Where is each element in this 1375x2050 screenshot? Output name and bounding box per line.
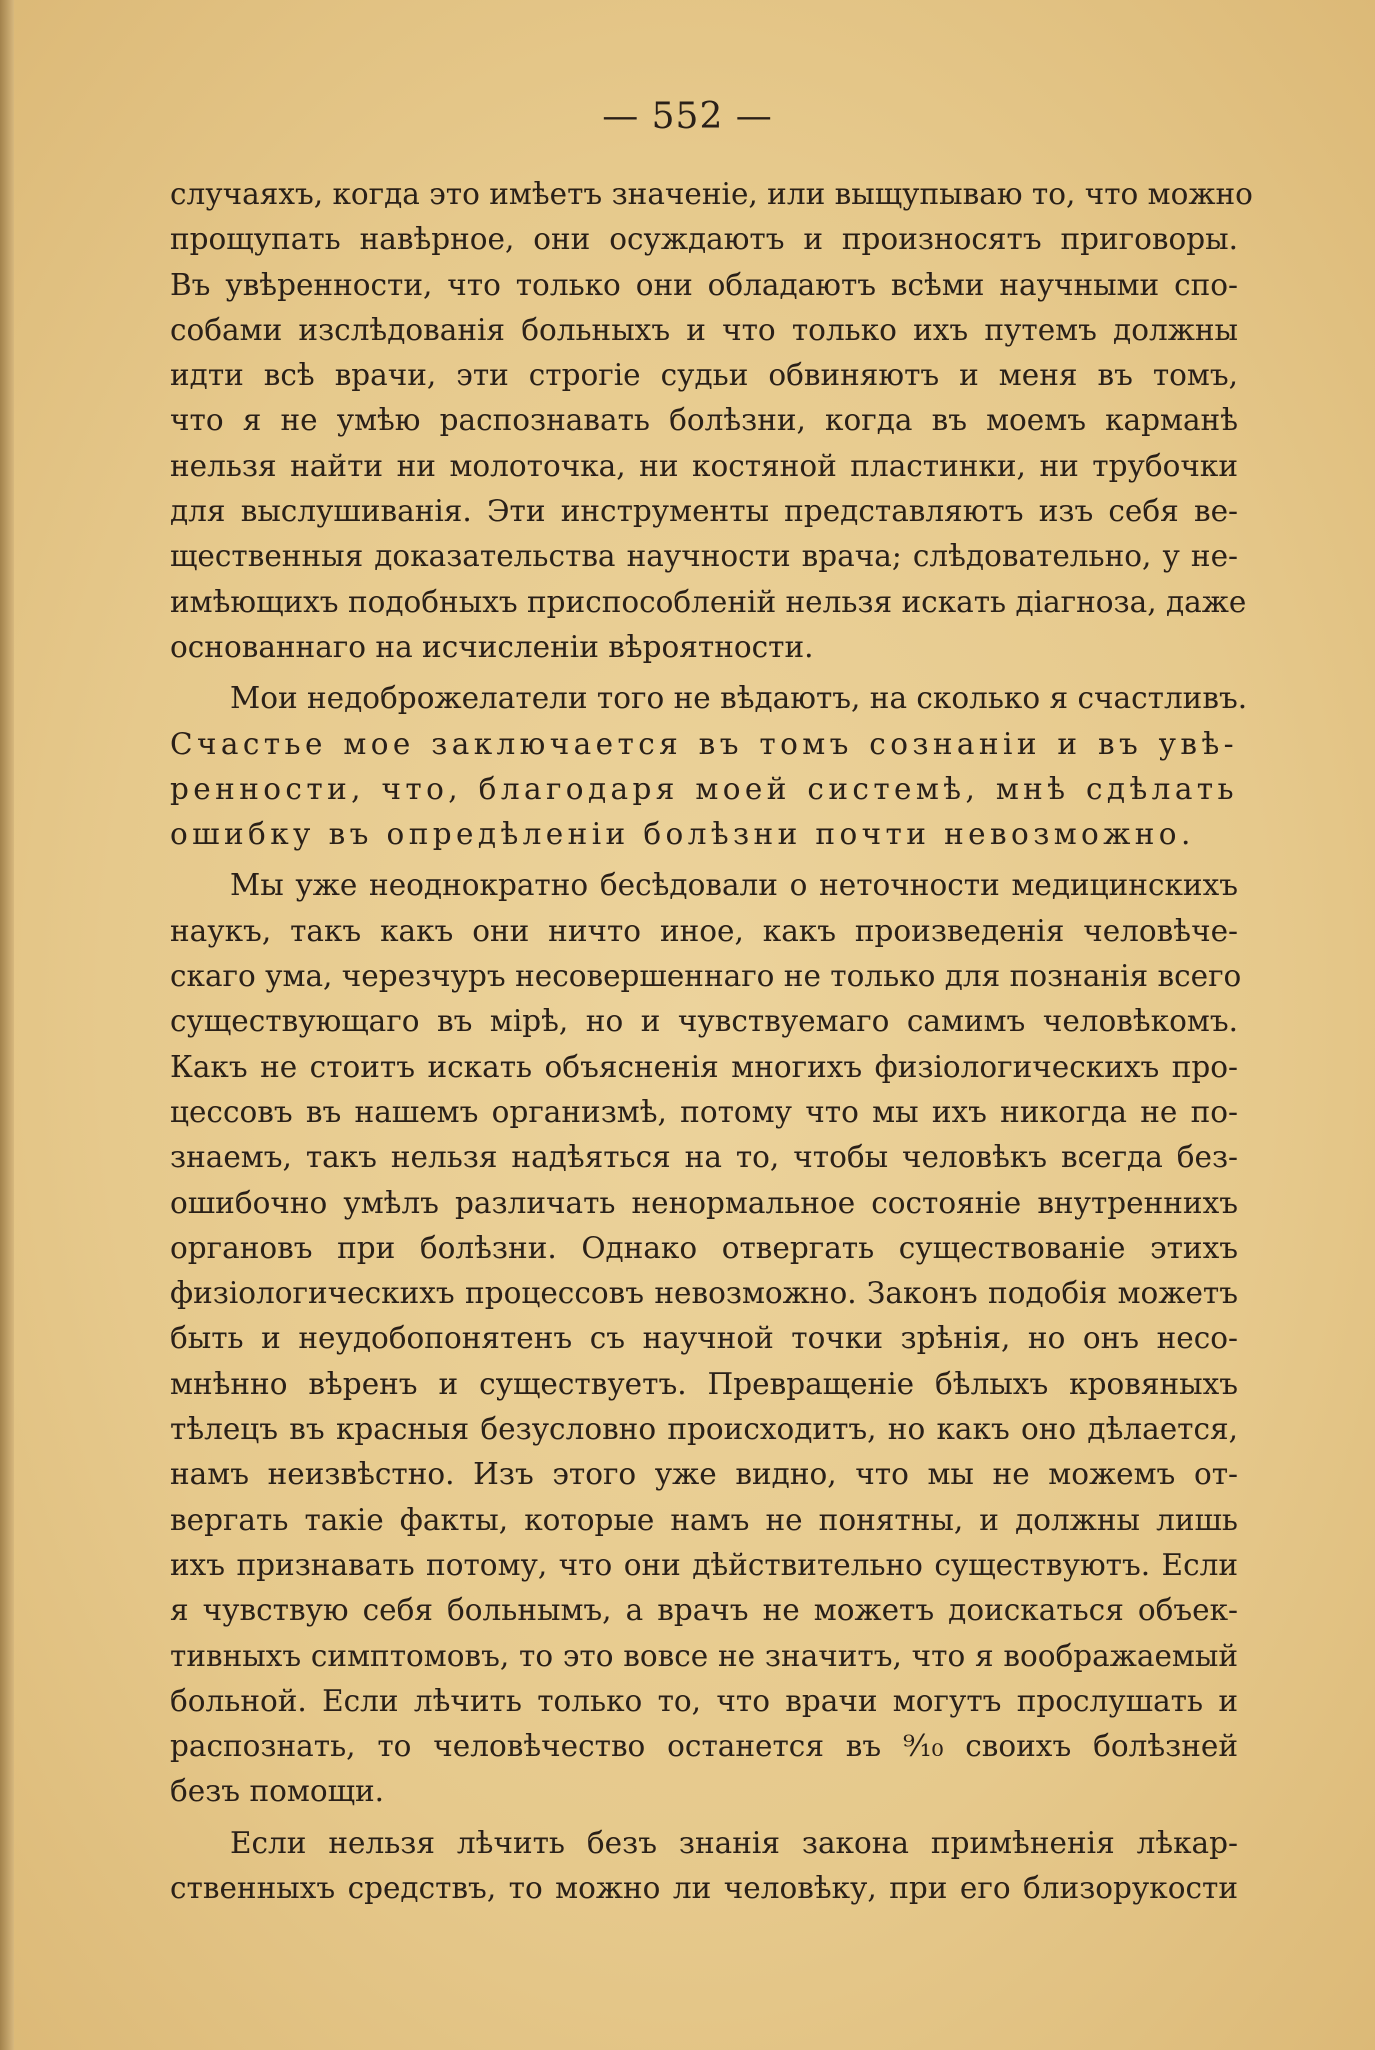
text-line: скаго ума, черезчуръ несовершеннаго не только для познанія всего [170,959,1242,994]
text-line: ошибочно умѣлъ различать ненормальное состояніе внутреннихъ [170,1185,1238,1220]
text-line: быть и неудобопонятенъ съ научной точки зрѣнія, но онъ несо- [170,1321,1238,1356]
page-number: — 552 — [602,96,773,137]
text-line: идти всѣ врачи, эти строгіе судьи обвиняютъ и меня въ томъ, [170,358,1238,393]
text-line: имѣющихъ подобныхъ приспособленій нельзя искать діагноза, даже [170,584,1247,619]
text-line: физіологическихъ процессовъ невозможно. Законъ подобія можетъ [170,1276,1238,1311]
text-line: больной. Если лѣчить только то, что врачи могутъ прослушать и [170,1683,1238,1718]
text-line: Счастье мое заключается въ томъ сознаніи и въ увѣ- [170,726,1238,761]
text-line: безъ помощи. [170,1774,385,1809]
text-line: вергать такіе факты, которые намъ не понятны, и должны лишь [170,1502,1238,1537]
paragraph [170,172,1253,670]
text-line: я чувствую себя больнымъ, а врачъ не можетъ доискаться объек- [170,1593,1238,1628]
text-line: ошибку въ опредѣленіи болѣзни почти невозможно. [170,817,1195,852]
text-line: Мы уже неоднократно бесѣдовали о неточности медицинскихъ [230,868,1238,903]
text-line: мнѣнно вѣренъ и существуетъ. Превращеніе бѣлыхъ кровяныхъ [170,1366,1238,1401]
text-line: прощупать навѣрное, они осуждаютъ и произносятъ приговоры. [170,222,1238,257]
text-line: ственныхъ средствъ, то можно ли человѣку, при его близорукости [170,1870,1238,1905]
text-line: Если нельзя лѣчить безъ знанія закона примѣненія лѣкар- [230,1825,1238,1860]
text-line: Въ увѣренности, что только они обладаютъ всѣми научными спо- [170,267,1238,302]
paragraph [170,863,1242,1814]
text-line: собами изслѣдованія больныхъ и что только ихъ путемъ должны [170,312,1238,347]
text-line: ренности, что, благодаря моей системѣ, мнѣ сдѣлать [170,771,1238,806]
text-line: ихъ признавать потому, что они дѣйствительно существуютъ. Если [170,1547,1238,1582]
text-line: основаннаго на исчисленіи вѣроятности. [170,629,814,664]
text-line: органовъ при болѣзни. Однако отвергать существованіе этихъ [170,1230,1238,1265]
text-line: тивныхъ симптомовъ, то это вовсе не значитъ, что я воображаемый [170,1638,1238,1673]
paragraph [170,1821,1238,1912]
text-line: намъ неизвѣстно. Изъ этого уже видно, что мы не можемъ от- [170,1457,1238,1492]
text-line: наукъ, такъ какъ они ничто иное, какъ произведенія человѣче- [170,913,1238,948]
text-line: нельзя найти ни молоточка, ни костяной пластинки, ни трубочки [170,448,1238,483]
text-line: тѣлецъ въ красныя безусловно происходитъ, но какъ оно дѣлается, [170,1412,1238,1447]
text-line: существующаго въ мірѣ, но и чувствуемаго самимъ человѣкомъ. [170,1004,1238,1039]
text-line: что я не умѣю распознавать болѣзни, когда въ моемъ карманѣ [170,403,1238,438]
text-line: для выслушиванія. Эти инструменты представляютъ изъ себя ве- [170,494,1238,529]
text-line: знаемъ, такъ нельзя надѣяться на то, чтобы человѣкъ всегда без- [170,1140,1238,1175]
paragraph [170,676,1248,857]
text-line: распознать, то человѣчество останется въ ⁹⁄₁₀ своихъ болѣзней [170,1729,1238,1764]
text-line: цессовъ въ нашемъ организмѣ, потому что мы ихъ никогда не по- [170,1094,1238,1129]
text-line: Мои недоброжелатели того не вѣдаютъ, на сколько я счастливъ. [230,681,1248,716]
body-text [170,172,1253,1917]
text-line: Какъ не стоитъ искать объясненія многихъ физіологическихъ про- [170,1049,1238,1084]
book-spine-edge [0,0,14,2050]
text-line: случаяхъ, когда это имѣетъ значеніе, или выщупываю то, что можно [170,177,1253,211]
text-line: щественныя доказательства научности врача; слѣдовательно, у не- [170,539,1238,574]
